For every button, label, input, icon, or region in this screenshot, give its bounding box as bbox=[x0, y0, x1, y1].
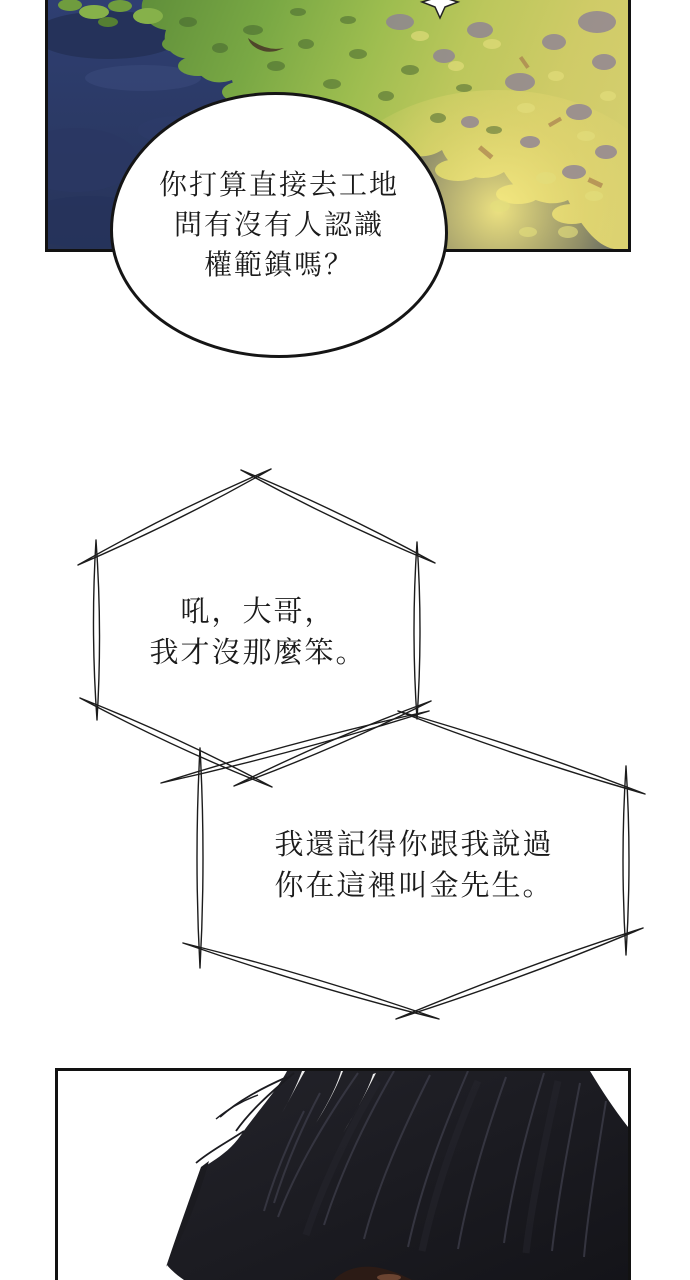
dialogue-line: 我才沒那麼笨。 bbox=[149, 637, 367, 669]
dialogue-line: 吼，大哥， bbox=[180, 596, 336, 628]
dialogue-line: 我還記得你跟我說過 bbox=[274, 829, 554, 861]
dialogue-line: 問有沒有人認識 bbox=[173, 209, 384, 240]
hair-illustration bbox=[58, 1071, 628, 1280]
hexagon-outlines bbox=[78, 469, 645, 1019]
panel-hair-closeup bbox=[55, 1068, 631, 1280]
speech-bubble-hex-1 bbox=[96, 592, 420, 674]
dialogue-line: 你在這裡叫金先生。 bbox=[274, 870, 554, 902]
dialogue-line: 你打算直接去工地 bbox=[158, 169, 399, 200]
speech-bubble-hex-2 bbox=[200, 825, 628, 907]
hexagon-bubbles bbox=[60, 440, 660, 1040]
dialogue-line: 權範鎮嗎？ bbox=[203, 249, 354, 280]
